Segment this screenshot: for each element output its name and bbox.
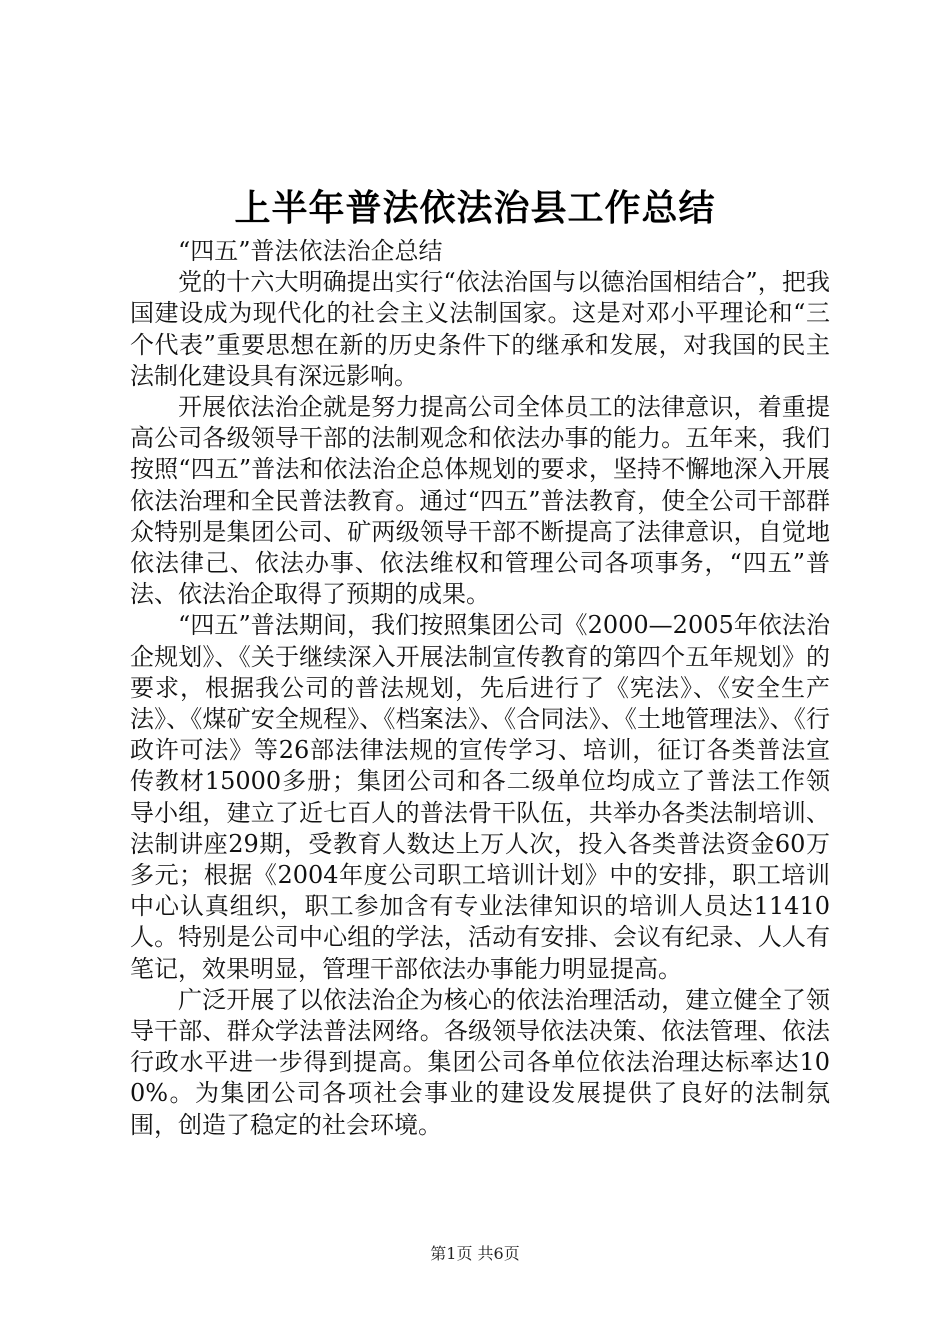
paragraph: “四五”普法期间，我们按照集团公司《2000—2005年依法治企规划》、《关于继续深入开展法制宣传教育的第四个五年规划》的要求，根据我公司的普法规划，先后进行了《宪法》、《安全生产法》、《煤矿安全规程》、《档案法》、《合同法》、《土地管理法》、《行政许可法》等26部法律法规的宣传学习、培训，征订各类普法宣传教材15000多册；集团公司和各二级单位均成立了普法工作领导小组，建立了近七百人的普法骨干队伍，共举办各类法制培训、法制讲座29期，受教育人数达上万人次，投入各类普法资金60万多元；根据《2004年度公司职工培训计划》中的安排，职工培训中心认真组织，职工参加含有专业法律知识的培训人员达11410人。特别是公司中心组的学法，活动有安排、会议有纪录、人人有笔记，效果明显，管理干部依法办事能力明显提高。 — [130, 611, 830, 983]
document-title: 上半年普法依法治县工作总结 — [234, 187, 716, 229]
page-number-footer: 第1页 共6页 — [430, 1244, 520, 1263]
document-body — [130, 236, 830, 1141]
paragraph: 广泛开展了以依法治企为核心的依法治理活动，建立健全了领导干部、群众学法普法网络。各级领导依法决策、依法管理、依法行政水平进一步得到提高。集团公司各单位依法治理达标率达100%。为集团公司各项社会事业的建设发展提供了良好的法制氛围，创造了稳定的社会环境。 — [130, 985, 830, 1139]
paragraph: 开展依法治企就是努力提高公司全体员工的法律意识，着重提高公司各级领导干部的法制观念和依法办事的能力。五年来，我们按照“四五”普法和依法治企总体规划的要求，坚持不懈地深入开展依法治理和全民普法教育。通过“四五”普法教育，使全公司干部群众特别是集团公司、矿两级领导干部不断提高了法律意识，自觉地依法律己、依法办事、依法维权和管理公司各项事务，“四五”普法、依法治企取得了预期的成果。 — [130, 393, 830, 609]
paragraph-subtitle: “四五”普法依法治企总结 — [178, 237, 443, 265]
paragraph: 党的十六大明确提出实行“依法治国与以德治国相结合”，把我国建设成为现代化的社会主义法制国家。这是对邓小平理论和“三个代表”重要思想在新的历史条件下的继承和发展，对我国的民主法制化建设具有深远影响。 — [130, 268, 830, 390]
